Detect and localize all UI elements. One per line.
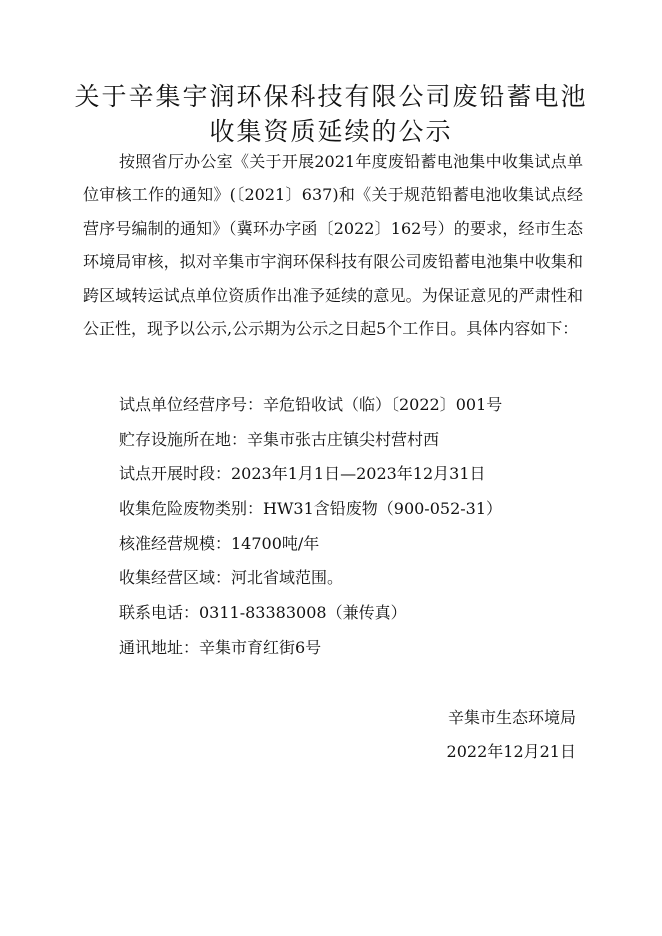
signature-date: 2022年12月21日 [446, 742, 576, 761]
document-title-line-2: 收集资质延续的公示 [209, 117, 453, 146]
detail-phone: 联系电话：0311-83383008（兼传真） [119, 603, 407, 622]
detail-serial: 试点单位经营序号：辛危铅收试（临）〔2022〕001号 [119, 395, 503, 414]
detail-region: 收集经营区域：河北省域范围。 [119, 568, 344, 587]
document-title-line-1: 关于辛集宇润环保科技有限公司废铅蓄电池 [74, 82, 588, 111]
body-paragraph: 按照省厅办公室《关于开展2021年度废铅蓄电池集中收集试点单位审核工作的通知》(〔2021〕637)和《关于规范铅蓄电池收集试点经营序号编制的通知》（冀环办字函〔2022〕162号）的要求，经市生态环境局审核，拟对辛集市宇润环保科技有限公司废铅蓄电池集中收集和跨区域转运试点单位资质作出准予延续的意见。为保证意见的严肃性和公正性，现予以公示,公示期为公示之日起5个工作日。具体内容如下： [83, 152, 583, 339]
detail-address: 通讯地址：辛集市育红街6号 [119, 638, 322, 657]
detail-category: 收集危险废物类别：HW31含铅废物（900-052-31） [119, 499, 503, 518]
detail-facility: 贮存设施所在地：辛集市张古庄镇尖村营村西 [119, 430, 440, 449]
detail-period: 试点开展时段：2023年1月1日—2023年12月31日 [119, 464, 486, 483]
detail-scale: 核准经营规模：14700吨/年 [119, 534, 320, 553]
signature-organization: 辛集市生态环境局 [447, 708, 576, 727]
